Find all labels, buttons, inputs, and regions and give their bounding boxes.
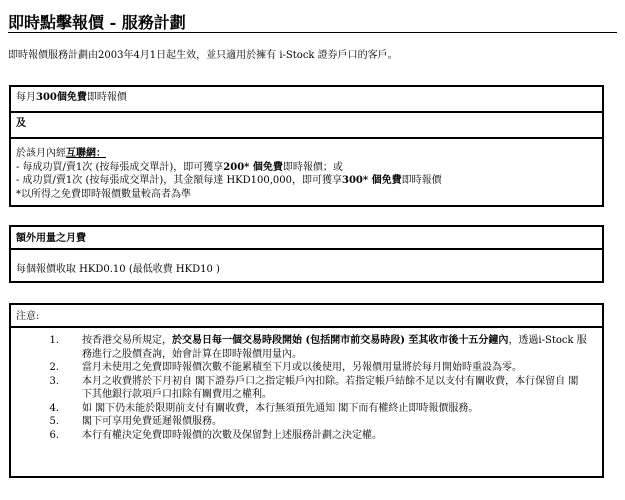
note-item (11, 429, 602, 443)
note-number: 4. (49, 402, 59, 414)
note-item (11, 334, 602, 361)
note-text: 當月未使用之免費即時報價次數不能累積至下月或以後使用，另報價用量將於每月開始時重設為零。 (82, 362, 522, 373)
notes-box (9, 303, 604, 478)
condition-prefix: 於該月內經 (16, 148, 66, 159)
condition-footnote: *以所得之免費即時報價數量較高者為準 (16, 188, 191, 200)
note-text: 本月之收費將於下月初自 閣下證券戶口之指定帳戶內扣除。若指定帳戶結餘不足以支付有關收費，本行保留自 閣下其他銀行款項戶口扣除有關費用之權利。 (82, 375, 579, 400)
condition-line-2-a: - 成功買/賣1次 (按每張成交單計)，其金額每達 HKD100,000，即可獲享 (16, 175, 343, 186)
extra-usage-heading: 額外用量之月費 (16, 233, 86, 244)
condition-line-1-b: 200* 個免費 (223, 161, 283, 173)
note-item (11, 402, 602, 416)
condition-line-2-c: 即時報價 (401, 175, 442, 186)
condition-heading (16, 147, 597, 161)
note-item (11, 415, 602, 429)
condition-internet: 互聯網： (66, 148, 106, 159)
condition-line-1-c: 即時報價；或 (282, 161, 343, 173)
note-number: 5. (49, 416, 59, 427)
notes-body (11, 326, 602, 442)
condition-line-2 (16, 174, 597, 188)
service-plan-box (9, 85, 604, 207)
note-number: 1. (49, 335, 59, 346)
note-text: 如 閣下仍未能於限期前支付有關收費，本行無須預先通知 閣下而有權終止即時報價服務。 (82, 402, 479, 414)
note-1-text-c: ，透過i-Stock 服務進行之股價查詢，始會計算在即時報價用量內。 (82, 335, 587, 360)
note-1-text-a: 按香港交易所規定， (82, 335, 172, 346)
notes-list (11, 328, 602, 442)
condition-line-1 (16, 161, 597, 175)
page-title: 即時點擊報價 - 服務計劃 (8, 13, 186, 32)
condition-line-1-a: - 每成功買/賣1次 (按每張成交單計)，即可獲享 (16, 161, 224, 173)
intro-text: 即時報價服務計劃由2003年4月1日起生效，並只適用於擁有 i-Stock 證券戶口的客戶。 (8, 50, 398, 61)
note-number: 3. (49, 375, 59, 387)
note-number: 2. (49, 362, 59, 373)
extra-usage-fee: 每個報價收取 HKD0.10 (最低收費 HKD10 ) (11, 248, 602, 278)
note-1-text-b: 於交易日每一個交易時段開始 (包括開市前交易時段) 至其收市後十五分鐘內 (172, 335, 509, 346)
monthly-free-count: 300個免費 (36, 92, 87, 103)
monthly-free-quotes-row (11, 87, 602, 111)
note-item (11, 361, 602, 375)
monthly-suffix: 即時報價 (86, 92, 127, 103)
extra-usage-box (9, 225, 604, 283)
note-text: 本行有權決定免費即時報價的次數及保留對上述服務計劃之決定權。 (82, 429, 382, 441)
and-row: 及 (11, 111, 602, 137)
monthly-prefix: 每月 (16, 92, 36, 103)
condition-section (11, 137, 602, 203)
note-item (11, 375, 602, 402)
title-divider (8, 32, 617, 33)
notes-heading: 注意: (16, 311, 40, 322)
note-number: 6. (49, 429, 59, 441)
note-text: 閣下可享用免費延遲報價服務。 (82, 416, 222, 427)
condition-line-2-b: 300* 個免費 (342, 175, 402, 186)
